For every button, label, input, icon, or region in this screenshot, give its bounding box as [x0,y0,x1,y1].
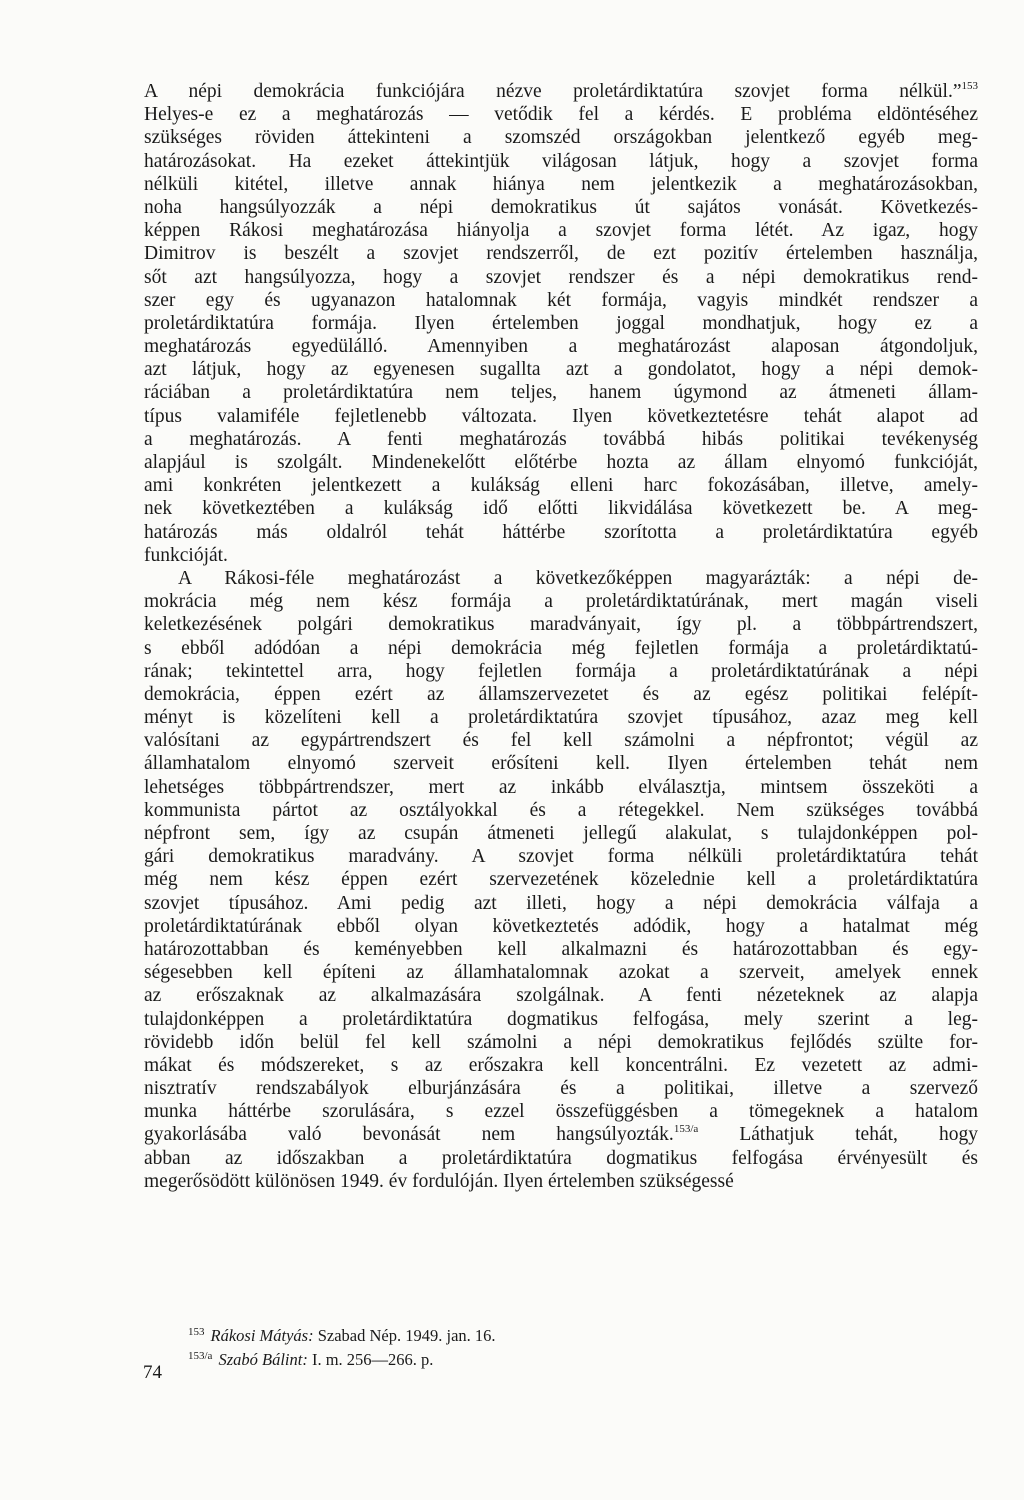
text-line: még nem kész éppen ezért szervezetének közelednie kell a proletárdiktatúra [144,869,978,891]
footnote-author: Szabó Bálint: [218,1350,308,1369]
text-line: nisztratív rendszabályok elburjánzására és a politikai, illetve a szervező [144,1078,978,1100]
footnote-ref-153a: 153/a [673,1123,699,1136]
text-line: demokrácia, éppen ezért az államszervezetet és az egész politikai felépít- [144,683,978,705]
text-line: határozás más oldalról tehát háttérbe szorította a proletárdiktatúra egyéb [144,521,978,543]
text-line: ráciában a proletárdiktatúra nem teljes, hanem úgymond az átmeneti állam- [144,382,978,404]
text-line: A Rákosi-féle meghatározást a következőképpen magyarázták: a népi de- [178,567,978,589]
footnote-number: 153 [188,1326,205,1338]
text-line: a meghatározás. A fenti meghatározás továbbá hibás politikai tevékenység [144,428,978,450]
paragraph [144,80,978,567]
text-line: népfront sem, így az csupán átmeneti jellegű alakulat, s tulajdonképpen pol- [144,823,978,844]
text-line: ségesebben kell építeni az államhatalomnak azokat a szerveit, amelyek ennek [144,962,978,984]
footnotes [188,1322,888,1370]
text-line: szovjet típusához. Ami pedig azt illeti, hogy a népi demokrácia válfaja a [144,892,978,914]
text-line: valósítani az egypártrendszert és fel kell számolni a népfrontot; végül az [144,730,978,752]
text-line: kommunista pártot az osztályokkal és a rétegekkel. Nem szükséges továbbá [144,799,978,821]
text-line: képpen Rákosi meghatározása hiányolja a szovjet forma létét. Az igaz, hogy [144,220,978,242]
text-line: abban az időszakban a proletárdiktatúra dogmatikus felfogása érvényesült és [144,1147,978,1169]
text-line: s ebből adódóan a népi demokrácia még fejletlen formája a proletárdiktatú- [144,637,978,659]
text-line: ményt is közelíteni kell a proletárdiktatúra szovjet típusához, azaz meg kell [144,707,978,729]
page-number: 74 [143,1362,162,1383]
text-line: munka háttérbe szorulására, s ezzel összefüggésben a tömegeknek a hatalom [144,1101,978,1123]
footnote-ref-153: 153 [961,80,978,92]
text-line: nek következtében a kulákság idő előtti likvidálása következett be. A meg- [144,498,978,520]
text-line: gyakorlásába való bevonását nem hangsúlyozták.$^{153/a}$ Láthatjuk tehát, hogy [144,1123,978,1146]
text-line: mokrácia még nem kész formája a proletárdiktatúrának, mert magán viseli [144,591,978,613]
footnote-number: 153/a [188,1350,213,1362]
text-line: azt látjuk, hogy az egyenesen sugallta azt a gondolatot, hogy a népi demok- [144,359,978,381]
footnote-author: Rákosi Mátyás: [210,1326,314,1345]
text-line: nélküli kitétel, illetve annak hiánya nem jelentkezik a meghatározásokban, [144,173,978,195]
footnote-153 [188,1322,888,1346]
footnote-source: I. m. 256—266. p. [307,1350,434,1369]
text-line: meghatározás egyedülálló. Amennyiben a meghatározást alaposan átgondoljuk, [144,336,978,358]
paragraph [144,567,978,1193]
text-line: gári demokratikus maradvány. A szovjet forma nélküli proletárdiktatúra tehát [144,846,978,868]
footnote-source: Szabad Nép. 1949. jan. 16. [313,1326,496,1345]
text-line: rának; tekintettel arra, hogy fejletlen formája a proletárdiktatúrának a népi [144,660,978,682]
text-line: sőt azt hangsúlyozza, hogy a szovjet rendszer és a népi demokratikus rend- [144,266,978,288]
body-text [144,80,978,1193]
text-line: típus valamiféle fejletlenebb változata. Ilyen következtetésre tehát alapot ad [144,405,978,427]
text-line: szer egy és ugyanazon hatalomnak két formája, vagyis mindkét rendszer a [144,289,978,311]
footnote-153a [188,1346,888,1370]
text-line: rövidebb időn belül fel kell számolni a népi demokratikus fejlődés szülte for- [144,1031,978,1053]
text-line: ami konkréten jelentkezett a kulákság elleni harc fokozásában, illetve, amely- [144,475,978,497]
text-line: keletkezésének polgári demokratikus maradványait, így pl. a többpártrendszert, [144,614,978,636]
text-line: államhatalom elnyomó szerveit erősíteni kell. Ilyen értelemben tehát nem [144,753,978,775]
text-fragment: Láthatjuk tehát, hogy [698,1124,978,1146]
text-line: megerősödött különösen 1949. év fordulóján. Ilyen értelemben szükségessé [144,1170,734,1192]
text-line: mákat és módszereket, s az erőszakra kell koncentrálni. Ez vezetett az admi- [144,1054,978,1076]
text-line: A népi demokrácia funkciójára nézve proletárdiktatúra szovjet forma nélkül.”$^{153}$ [144,80,978,102]
text-line: tulajdonképpen a proletárdiktatúra dogmatikus felfogása, mely szerint a leg- [144,1008,978,1030]
text-line: az erőszaknak az alkalmazására szolgálnak. A fenti nézeteknek az alapja [144,985,978,1007]
text-line: Helyes-e ez a meghatározás — vetődik fel a kérdés. E probléma eldöntéséhez [144,104,978,126]
text-line: Dimitrov is beszélt a szovjet rendszerről, de ezt pozitív értelemben használja, [144,243,978,265]
text-line: szükséges röviden áttekinteni a szomszéd országokban jelentkező egyéb meg- [144,127,978,149]
text-line: lehetséges többpártrendszer, mert az inkább elválasztja, mintsem összeköti a [144,776,978,798]
text-line: határozásokat. Ha ezeket áttekintjük világosan látjuk, hogy a szovjet forma [144,150,978,172]
page-body [144,80,978,1193]
text-line: noha hangsúlyozzák a népi demokratikus út sajátos vonását. Következés- [144,196,978,218]
text-line: proletárdiktatúrának ebből olyan következtetés adódik, hogy a hatalmat még [144,915,978,937]
text-line: határozottabban és keményebben kell alkalmazni és határozottabban és egy- [144,938,978,960]
text-line: alapjául is szolgált. Mindenekelőtt előtérbe hozta az állam elnyomó funkcióját, [144,452,978,473]
text-line: funkcióját. [144,544,228,566]
text-line: proletárdiktatúra formája. Ilyen értelemben joggal mondhatjuk, hogy ez a [144,312,978,334]
